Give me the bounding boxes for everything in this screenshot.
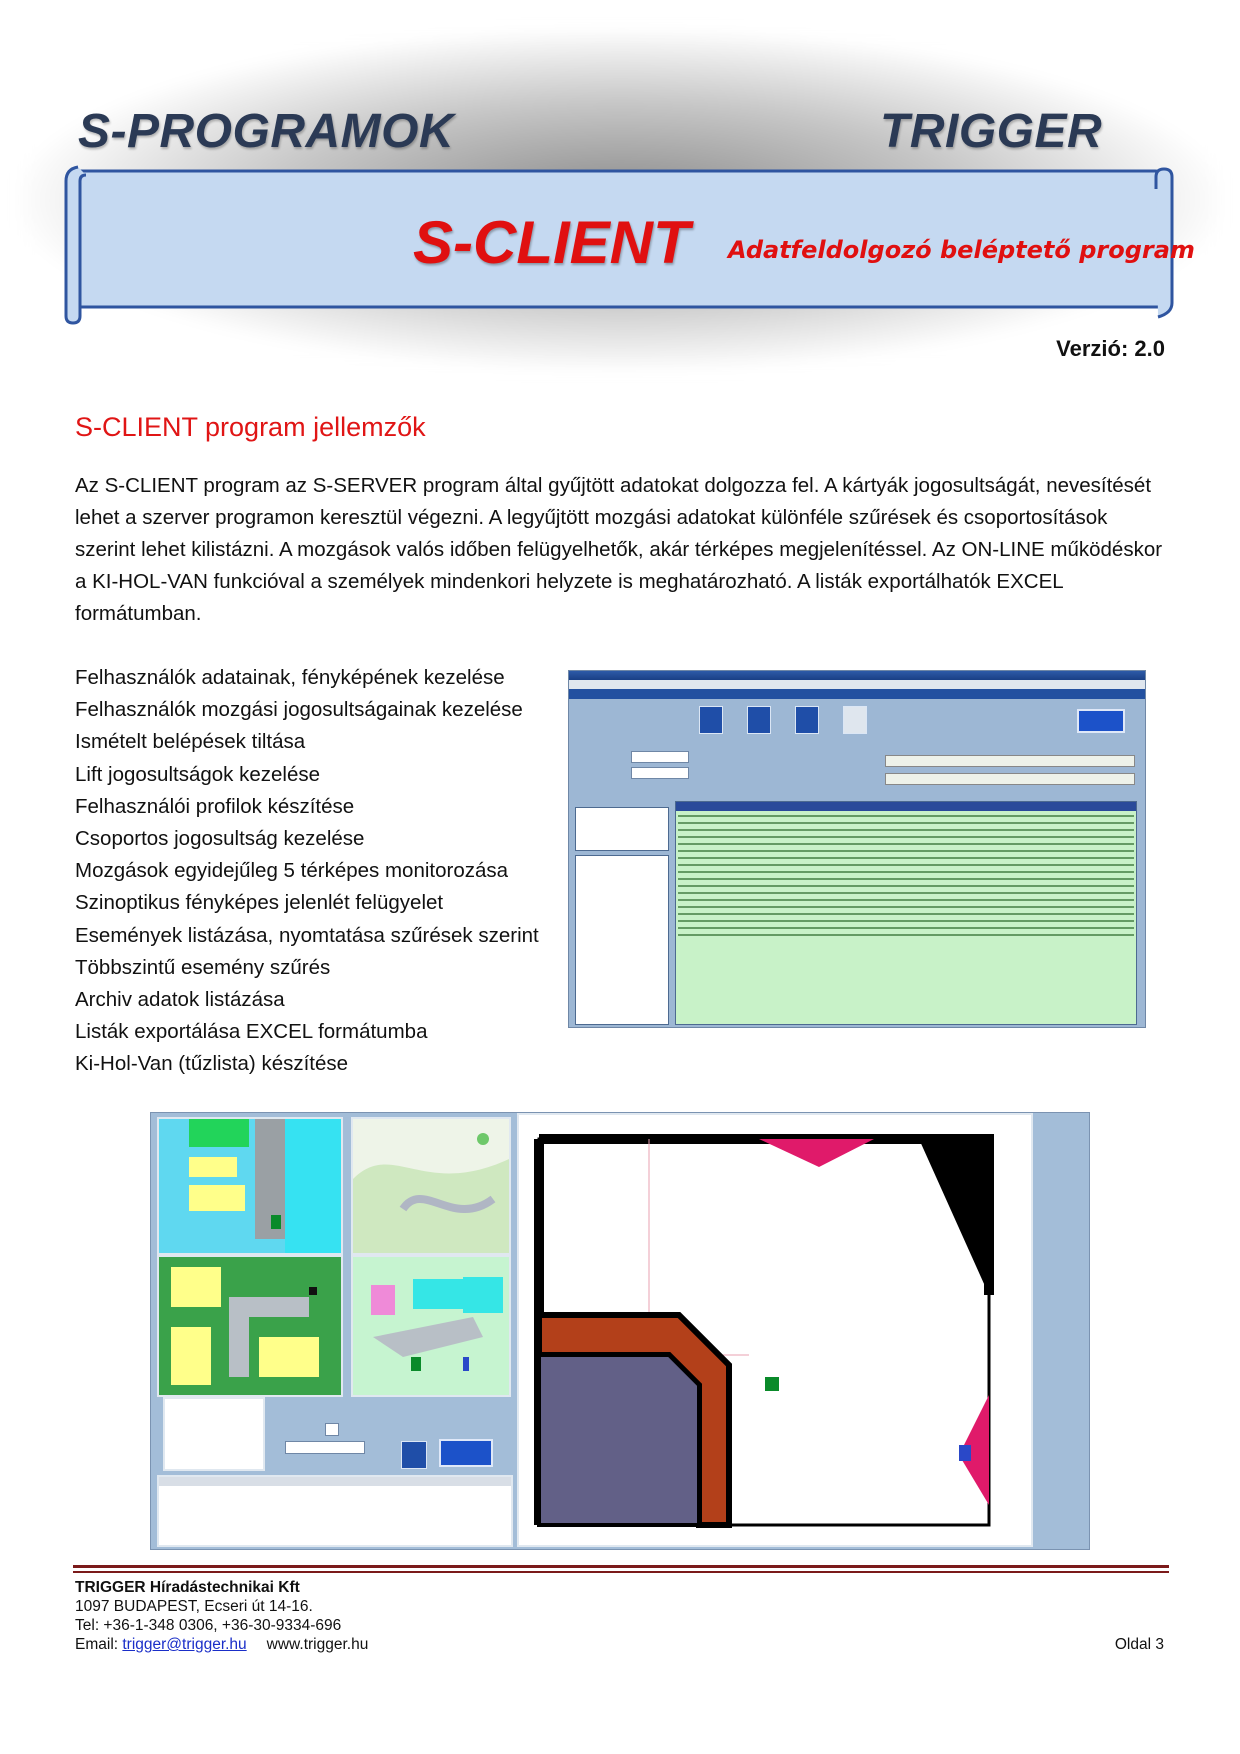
feature-item: Mozgások egyidejűleg 5 térképes monitorozása [75,859,509,883]
footer-address: 1097 BUDAPEST, Ecseri út 14-16. [75,1598,313,1615]
footer-email-link[interactable]: trigger@trigger.hu [122,1636,247,1653]
footer-company: TRIGGER Híradástechnikai Kft [75,1579,300,1596]
product-title: S-CLIENT [413,209,690,276]
screenshot-grid-row [678,850,1134,852]
print-icon [795,706,819,734]
footer-phone: Tel: +36-1-348 0306, +36-30-9334-696 [75,1617,342,1634]
terminal-name-field [285,1441,365,1454]
screenshot-menubar [569,680,1145,689]
floppy-save-icon [401,1441,427,1469]
screenshot-toolbar [569,689,1145,699]
screenshot-grid-row [678,864,1134,866]
version-label: Verzió: 2.0 [1056,336,1165,361]
screenshot-grid-row [678,857,1134,859]
footer-contact [75,1578,368,1654]
screenshot-grid [675,801,1137,1025]
exit-arrow-icon [1077,709,1125,733]
map-monitor-screenshot [150,1112,1090,1550]
terminal-info-box [163,1397,265,1471]
footer-email-line [75,1635,368,1654]
export-icon [843,706,867,734]
map-thumbnail [351,1117,511,1255]
screenshot-grid-row [678,878,1134,880]
intro-paragraph: Az S-CLIENT program az S-SERVER program által gyűjtött adatokat dolgozza fel. A kártyák jogosultságát, nevesítését lehet a szerver programon keresztül végezni. A legyűjtött mozgási adatokat különféle szűrések és csoportosítások szerint lehet kilistázni. A mozgások valós időben felügyelhetők, akár térképes megjelenítéssel. Az ON-LINE működéskor a KI-HOL-VAN funkcióval a személyek mindenkori helyzete is meghatározható. A listák exportálhatók EXCEL formátumban. [75,474,1163,625]
feature-item: Ki-Hol-Van (tűzlista) készítése [75,1052,349,1076]
screenshot-combo [631,767,689,779]
feature-item: Többszintű esemény szűrés [75,955,331,979]
mini-table-header [159,1477,511,1486]
screenshot-combo [631,751,689,763]
feature-list [75,662,539,1080]
screenshot-grid-header [676,802,1136,811]
footer-website: www.trigger.hu [266,1636,369,1653]
screenshot-listbox [575,807,669,851]
screenshot-grid-row [678,920,1134,922]
event-mini-table [157,1475,513,1547]
feature-item: Szinoptikus fényképes jelenlét felügyelet [75,891,444,915]
feature-item: Ismételt belépések tiltása [75,730,306,754]
screenshot-grid-row [678,885,1134,887]
map-thumbnail [157,1117,343,1255]
event-list-screenshot [568,670,1146,1028]
screenshot-grid-row [678,927,1134,929]
screenshot-grid-row [678,913,1134,915]
map-thumbnail [157,1255,343,1397]
footer-email-label: Email: [75,1636,123,1653]
sort-za-icon [699,706,723,734]
section-heading: S-CLIENT program jellemzők [75,412,426,442]
brand-right: TRIGGER [880,105,1103,158]
footer-rule [73,1565,1169,1568]
exit-arrow-icon [439,1439,493,1467]
feature-item: Listák exportálása EXCEL formátumba [75,1020,428,1044]
screenshot-slider [885,755,1135,767]
screenshot-grid-row [678,906,1134,908]
feature-item: Felhasználók mozgási jogosultságainak kezelése [75,698,523,722]
screenshot-titlebar [569,671,1145,680]
screenshot-grid-row [678,899,1134,901]
screenshot-grid-row [678,871,1134,873]
feature-item: Lift jogosultságok kezelése [75,762,321,786]
map-thumbnail [351,1255,511,1397]
feature-item: Csoportos jogosultság kezelése [75,826,365,850]
feature-item: Felhasználói profilok készítése [75,794,355,818]
screenshot-slider [885,773,1135,785]
brand-left: S-PROGRAMOK [78,105,455,158]
footer-rule [73,1571,1169,1573]
sort-az-icon [747,706,771,734]
page-number: Oldal 3 [1114,1636,1164,1653]
feature-item: Felhasználók adatainak, fényképének kezelése [75,666,505,689]
screenshot-grid-row [678,815,1134,817]
screenshot-grid-row [678,822,1134,824]
screenshot-grid-row [678,829,1134,831]
screenshot-grid-row [678,934,1134,936]
terminal-number-field [325,1423,339,1436]
screenshot-grid-row [678,836,1134,838]
screenshot-grid-row [678,892,1134,894]
screenshot-listbox [575,855,669,1025]
product-subtitle: Adatfeldolgozó beléptető program [728,236,1195,264]
screenshot-grid-row [678,843,1134,845]
feature-item: Események listázása, nyomtatása szűrések szerint [75,923,539,947]
feature-item: Archiv adatok listázása [75,987,285,1011]
floor-plan [517,1113,1033,1547]
